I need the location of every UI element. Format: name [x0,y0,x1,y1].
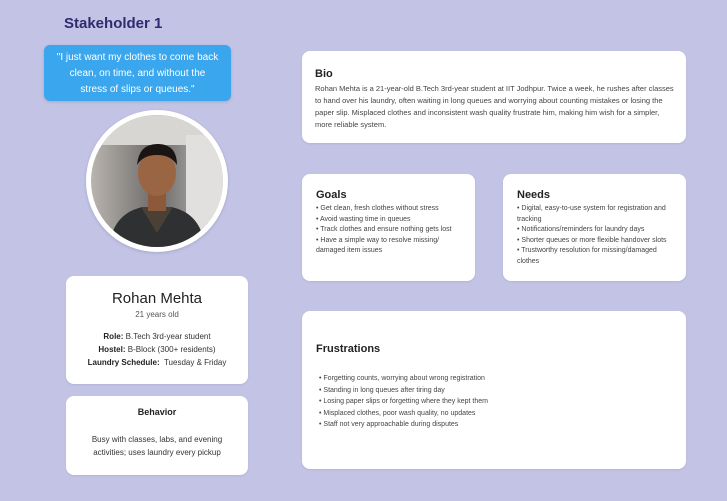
list-item: • Avoid wasting time in queues [316,215,411,223]
bio-title: Bio [315,68,333,80]
list-item: • Standing in long queues after tiring day [319,386,445,394]
person-photo-icon [91,115,223,247]
role-label: Role: [103,332,124,341]
hostel-label: Hostel: [98,345,126,354]
list-item: • Notifications/reminders for laundry days [517,226,645,233]
list-item: • Misplaced clothes, poor wash quality, no updates [319,409,476,417]
behavior-text: Busy with classes, labs, and evening activities; uses laundry every pickup [91,435,223,457]
needs-title: Needs [517,189,551,201]
profile-name: Rohan Mehta [111,290,203,307]
schedule-label: Laundry Schedule: [87,358,160,367]
list-item: • Get clean, fresh clothes without stress [316,205,439,212]
behavior-title: Behavior [137,407,177,417]
list-item: • Losing paper slips or forgetting where they kept them [319,398,488,405]
needs-list [517,204,674,267]
frustrations-card [302,311,686,469]
page-title: Stakeholder 1 [64,15,163,32]
needs-card [503,174,686,281]
list-item: • Shorter queues or more flexible handover slots [517,236,667,244]
goals-list [316,204,463,257]
profile-card [66,276,248,384]
goals-title: Goals [316,189,347,201]
profile-hostel [66,345,248,354]
list-item: • Forgetting counts, worrying about wrong registration [319,375,485,382]
bio-card [302,51,686,143]
schedule-value: Tuesday & Friday [163,358,227,367]
list-item: • Digital, easy-to-use system for registration and tracking [517,205,666,223]
bio-text: Rohan Mehta is a 21-year-old B.Tech 3rd-year student at IIT Jodhpur. Twice a week, he rushes after classes to hand over his laundry, often waiting in long queues and worrying about counting mistakes or losing the paper slip. Misplaced clothes and inconsistent wash quality frustrate him, making him wish for a simpler, more reliable system. [315,84,674,129]
frustrations-list [316,373,674,431]
quote-text: "I just want my clothes to come back clean, on time, and without the stress of slips or queues." [56,52,219,95]
list-item: • Staff not very approachable during disputes [319,421,459,428]
quote-bubble [44,45,231,101]
role-value: B.Tech 3rd-year student [125,332,211,341]
hostel-value: B-Block (300+ residents) [127,345,216,354]
profile-schedule [66,358,248,367]
goals-card [302,174,475,281]
profile-age: 21 years old [135,310,179,319]
list-item: • Trustworthy resolution for missing/damaged clothes [517,247,657,265]
avatar [86,110,228,252]
behavior-card [66,396,248,475]
list-item: • Have a simple way to resolve missing/ damaged item issues [316,236,440,254]
list-item: • Track clothes and ensure nothing gets lost [316,226,452,233]
profile-role [66,332,248,341]
frustrations-title: Frustrations [316,343,381,355]
